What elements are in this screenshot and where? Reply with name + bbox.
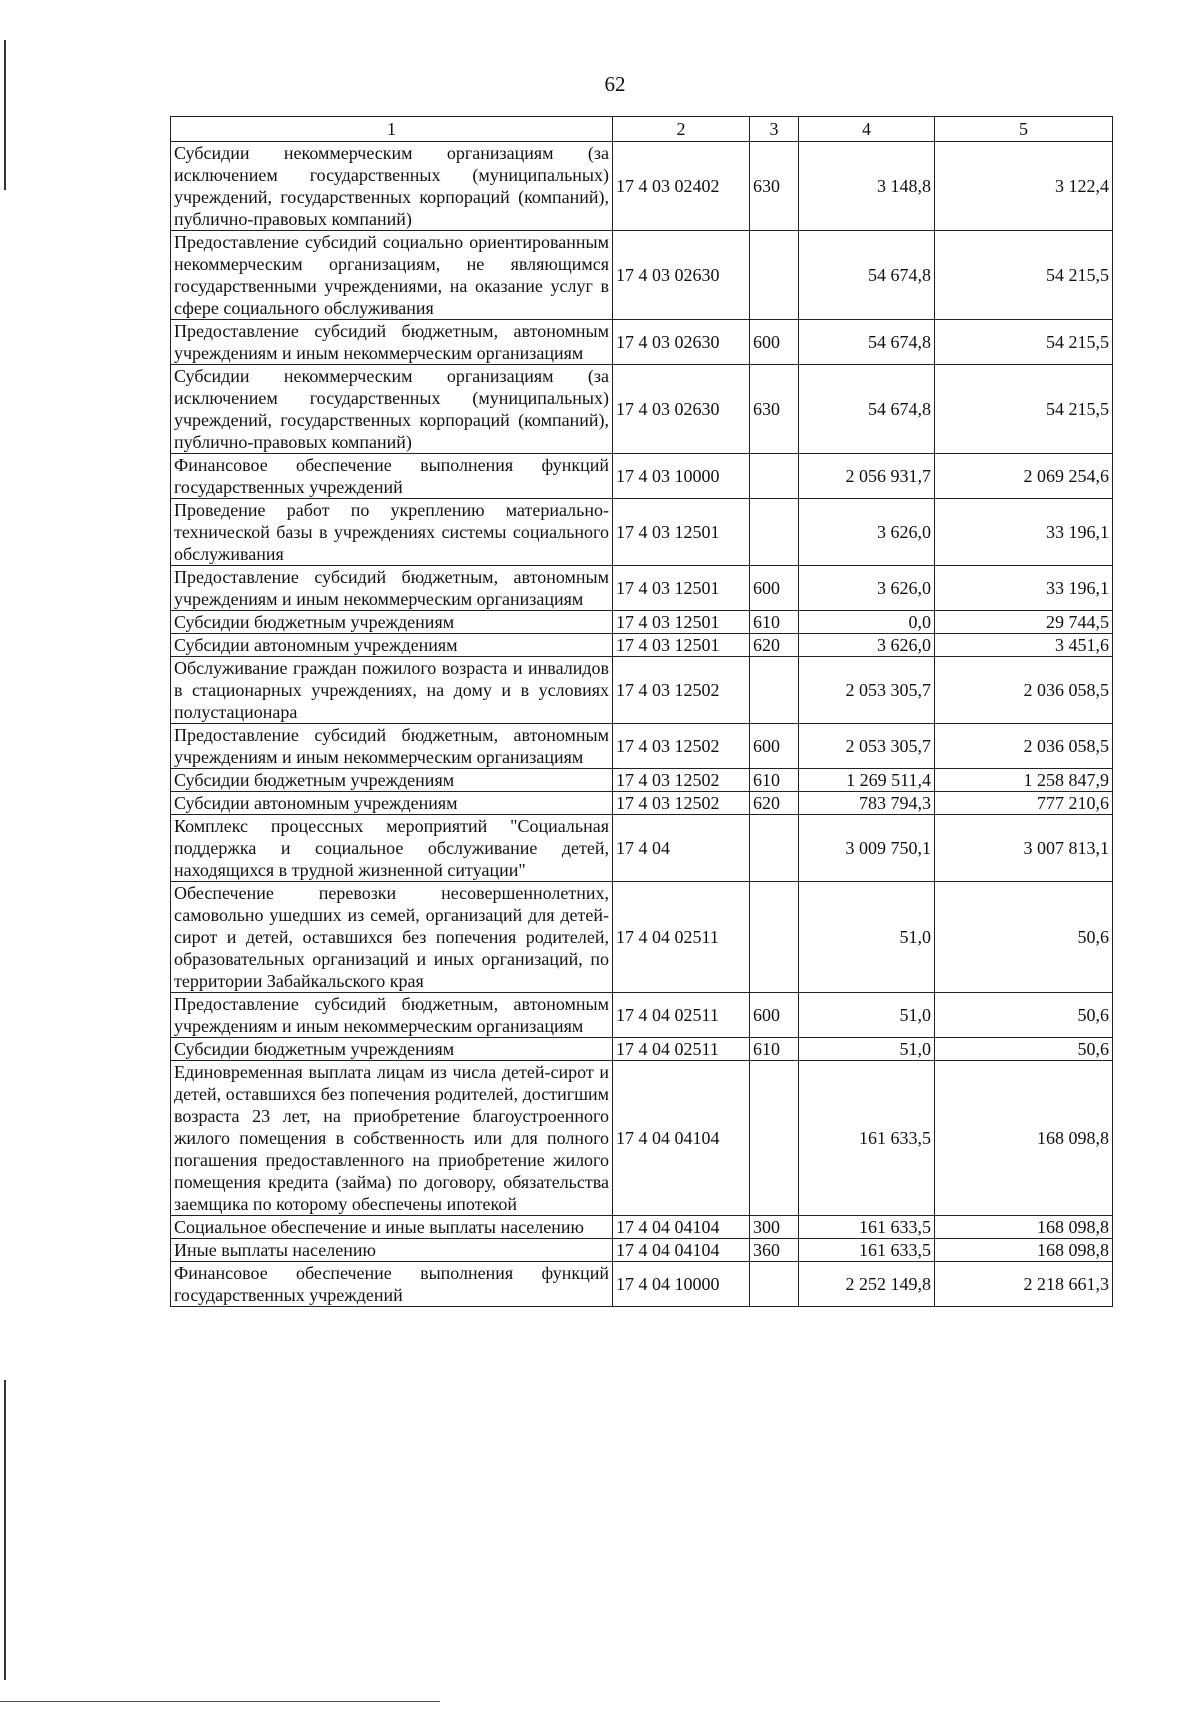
- table-row: [171, 724, 1113, 769]
- table-row: [171, 611, 1113, 634]
- amount-cell: 54 215,5: [935, 231, 1113, 320]
- amount-cell: 0,0: [799, 611, 935, 634]
- amount-cell: 50,6: [935, 882, 1113, 993]
- expense-name-cell: Предоставление субсидий бюджетным, автономным учреждениям и иным некоммерческим организациям: [171, 993, 613, 1038]
- expense-type-cell: 620: [750, 792, 799, 815]
- target-article-cell: 17 4 04 04104: [613, 1061, 750, 1216]
- expense-name-cell: Субсидии некоммерческим организациям (за исключением государственных (муниципальных) учреждений, государственных корпораций (компаний), публично-правовых компаний): [171, 365, 613, 454]
- amount-cell: 3 007 813,1: [935, 815, 1113, 882]
- expense-name-cell: Социальное обеспечение и иные выплаты населению: [171, 1216, 613, 1239]
- amount-cell: 51,0: [799, 882, 935, 993]
- target-article-cell: 17 4 03 02402: [613, 142, 750, 231]
- amount-cell: 2 053 305,7: [799, 724, 935, 769]
- expense-name-cell: Единовременная выплата лицам из числа детей-сирот и детей, оставшихся без попечения родителей, достигшим возраста 23 лет, на приобретение благоустроенного жилого помещения в собственность или для полного погашения предоставленного на приобретение жилого помещения кредита (займа) по договору, обязательства заемщика по которому обеспечены ипотекой: [171, 1061, 613, 1216]
- expense-name-cell: Предоставление субсидий бюджетным, автономным учреждениям и иным некоммерческим организациям: [171, 320, 613, 365]
- expense-name-cell: Предоставление субсидий бюджетным, автономным учреждениям и иным некоммерческим организациям: [171, 724, 613, 769]
- amount-cell: 1 269 511,4: [799, 769, 935, 792]
- table-row: [171, 792, 1113, 815]
- target-article-cell: 17 4 04 04104: [613, 1216, 750, 1239]
- table-row: [171, 993, 1113, 1038]
- column-header: 1: [171, 117, 613, 142]
- expense-name-cell: Финансовое обеспечение выполнения функций государственных учреждений: [171, 1262, 613, 1307]
- expense-type-cell: 620: [750, 634, 799, 657]
- target-article-cell: 17 4 04: [613, 815, 750, 882]
- expense-type-cell: 600: [750, 566, 799, 611]
- amount-cell: 2 036 058,5: [935, 724, 1113, 769]
- expense-name-cell: Субсидии бюджетным учреждениям: [171, 611, 613, 634]
- expense-type-cell: 610: [750, 611, 799, 634]
- table-header-row: [171, 117, 1113, 142]
- amount-cell: 3 122,4: [935, 142, 1113, 231]
- target-article-cell: 17 4 03 12502: [613, 657, 750, 724]
- expense-type-cell: 600: [750, 724, 799, 769]
- table-row: [171, 1239, 1113, 1262]
- amount-cell: 3 148,8: [799, 142, 935, 231]
- table-body: [171, 142, 1113, 1307]
- target-article-cell: 17 4 04 02511: [613, 882, 750, 993]
- target-article-cell: 17 4 03 12501: [613, 611, 750, 634]
- table-row: [171, 142, 1113, 231]
- table-row: [171, 365, 1113, 454]
- table-row: [171, 320, 1113, 365]
- expense-name-cell: Субсидии автономным учреждениям: [171, 792, 613, 815]
- amount-cell: 50,6: [935, 1038, 1113, 1061]
- amount-cell: 161 633,5: [799, 1239, 935, 1262]
- expense-type-cell: 600: [750, 993, 799, 1038]
- column-header: 4: [799, 117, 935, 142]
- amount-cell: 161 633,5: [799, 1216, 935, 1239]
- table-row: [171, 566, 1113, 611]
- target-article-cell: 17 4 03 12502: [613, 792, 750, 815]
- expense-name-cell: Предоставление субсидий бюджетным, автономным учреждениям и иным некоммерческим организациям: [171, 566, 613, 611]
- amount-cell: 29 744,5: [935, 611, 1113, 634]
- table-row: [171, 634, 1113, 657]
- expense-name-cell: Субсидии бюджетным учреждениям: [171, 1038, 613, 1061]
- amount-cell: 54 674,8: [799, 231, 935, 320]
- table-row: [171, 1038, 1113, 1061]
- target-article-cell: 17 4 04 02511: [613, 1038, 750, 1061]
- budget-table: [170, 116, 1113, 1307]
- amount-cell: 3 626,0: [799, 634, 935, 657]
- column-header: 3: [750, 117, 799, 142]
- amount-cell: 3 451,6: [935, 634, 1113, 657]
- table-row: [171, 769, 1113, 792]
- expense-type-cell: [750, 1061, 799, 1216]
- expense-name-cell: Субсидии некоммерческим организациям (за исключением государственных (муниципальных) учреждений, государственных корпораций (компаний), публично-правовых компаний): [171, 142, 613, 231]
- expense-name-cell: Обеспечение перевозки несовершеннолетних, самовольно ушедших из семей, организаций для детей-сирот и детей, оставшихся без попечения родителей, образовательных организаций и иных организаций, по территории Забайкальского края: [171, 882, 613, 993]
- scan-edge-line: [4, 1380, 6, 1680]
- amount-cell: 2 218 661,3: [935, 1262, 1113, 1307]
- target-article-cell: 17 4 03 12501: [613, 566, 750, 611]
- expense-type-cell: [750, 231, 799, 320]
- target-article-cell: 17 4 04 10000: [613, 1262, 750, 1307]
- table-row: [171, 657, 1113, 724]
- amount-cell: 168 098,8: [935, 1216, 1113, 1239]
- expense-name-cell: Финансовое обеспечение выполнения функций государственных учреждений: [171, 454, 613, 499]
- amount-cell: 33 196,1: [935, 566, 1113, 611]
- amount-cell: 33 196,1: [935, 499, 1113, 566]
- table-row: [171, 1262, 1113, 1307]
- amount-cell: 168 098,8: [935, 1239, 1113, 1262]
- amount-cell: 2 069 254,6: [935, 454, 1113, 499]
- table-row: [171, 1216, 1113, 1239]
- expense-type-cell: [750, 499, 799, 566]
- amount-cell: 2 252 149,8: [799, 1262, 935, 1307]
- amount-cell: 3 009 750,1: [799, 815, 935, 882]
- column-header: 2: [613, 117, 750, 142]
- expense-type-cell: 600: [750, 320, 799, 365]
- amount-cell: 51,0: [799, 1038, 935, 1061]
- expense-name-cell: Субсидии автономным учреждениям: [171, 634, 613, 657]
- expense-type-cell: 610: [750, 1038, 799, 1061]
- amount-cell: 50,6: [935, 993, 1113, 1038]
- amount-cell: 783 794,3: [799, 792, 935, 815]
- target-article-cell: 17 4 03 10000: [613, 454, 750, 499]
- amount-cell: 2 056 931,7: [799, 454, 935, 499]
- expense-name-cell: Комплекс процессных мероприятий "Социальная поддержка и социальное обслуживание детей, находящихся в трудной жизненной ситуации": [171, 815, 613, 882]
- table-row: [171, 499, 1113, 566]
- target-article-cell: 17 4 03 02630: [613, 320, 750, 365]
- expense-type-cell: 630: [750, 142, 799, 231]
- table-row: [171, 815, 1113, 882]
- target-article-cell: 17 4 03 02630: [613, 365, 750, 454]
- expense-type-cell: [750, 1262, 799, 1307]
- amount-cell: 54 215,5: [935, 365, 1113, 454]
- expense-name-cell: Предоставление субсидий социально ориентированным некоммерческим организациям, не являющимся государственными учреждениями, на оказание услуг в сфере социального обслуживания: [171, 231, 613, 320]
- amount-cell: 54 674,8: [799, 365, 935, 454]
- column-header: 5: [935, 117, 1113, 142]
- scan-bottom-line: [0, 1701, 440, 1702]
- target-article-cell: 17 4 03 12501: [613, 634, 750, 657]
- table-row: [171, 882, 1113, 993]
- amount-cell: 777 210,6: [935, 792, 1113, 815]
- amount-cell: 161 633,5: [799, 1061, 935, 1216]
- expense-name-cell: Иные выплаты населению: [171, 1239, 613, 1262]
- expense-type-cell: 360: [750, 1239, 799, 1262]
- target-article-cell: 17 4 04 04104: [613, 1239, 750, 1262]
- scan-edge-line: [4, 40, 6, 190]
- expense-name-cell: Субсидии бюджетным учреждениям: [171, 769, 613, 792]
- target-article-cell: 17 4 03 12502: [613, 724, 750, 769]
- expense-type-cell: [750, 454, 799, 499]
- amount-cell: 3 626,0: [799, 566, 935, 611]
- expense-name-cell: Обслуживание граждан пожилого возраста и инвалидов в стационарных учреждениях, на дому и в условиях полустационара: [171, 657, 613, 724]
- expense-type-cell: [750, 882, 799, 993]
- target-article-cell: 17 4 04 02511: [613, 993, 750, 1038]
- page-number: 62: [604, 72, 626, 96]
- target-article-cell: 17 4 03 12502: [613, 769, 750, 792]
- amount-cell: 54 674,8: [799, 320, 935, 365]
- amount-cell: 2 053 305,7: [799, 657, 935, 724]
- target-article-cell: 17 4 03 12501: [613, 499, 750, 566]
- amount-cell: 51,0: [799, 993, 935, 1038]
- amount-cell: 54 215,5: [935, 320, 1113, 365]
- amount-cell: 1 258 847,9: [935, 769, 1113, 792]
- expense-type-cell: 610: [750, 769, 799, 792]
- expense-type-cell: 630: [750, 365, 799, 454]
- expense-type-cell: 300: [750, 1216, 799, 1239]
- expense-name-cell: Проведение работ по укреплению материально-технической базы в учреждениях системы социального обслуживания: [171, 499, 613, 566]
- table-row: [171, 231, 1113, 320]
- table-row: [171, 454, 1113, 499]
- target-article-cell: 17 4 03 02630: [613, 231, 750, 320]
- expense-type-cell: [750, 815, 799, 882]
- amount-cell: 2 036 058,5: [935, 657, 1113, 724]
- amount-cell: 3 626,0: [799, 499, 935, 566]
- expense-type-cell: [750, 657, 799, 724]
- table-row: [171, 1061, 1113, 1216]
- amount-cell: 168 098,8: [935, 1061, 1113, 1216]
